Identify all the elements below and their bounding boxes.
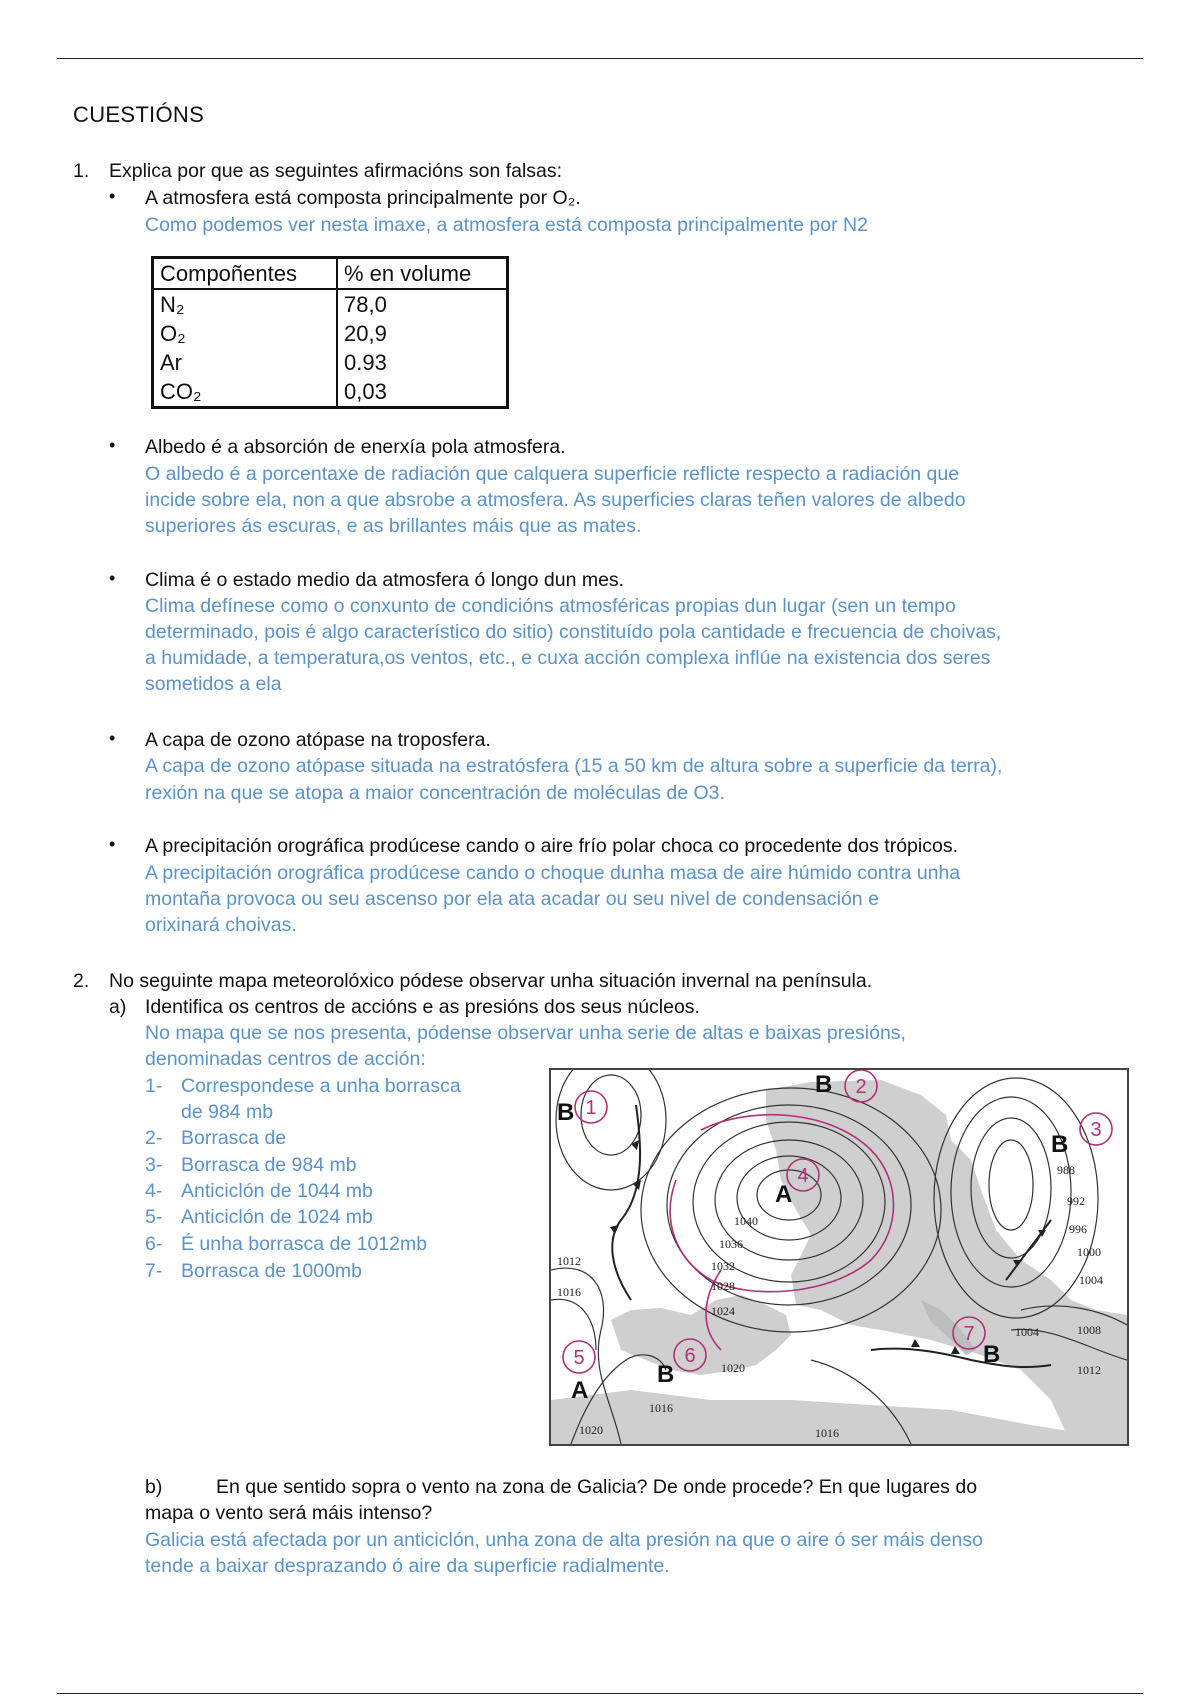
centre-letter: A	[775, 1181, 793, 1208]
table-row	[153, 289, 508, 319]
table-cell: Ar	[153, 348, 338, 377]
table-header-components: Compoñentes	[153, 258, 338, 290]
table-cell: N₂	[153, 289, 338, 319]
list-item-number: 4-	[145, 1180, 163, 1202]
q1-answer-5-line-1: A precipitación orográfica prodúcese cando o choque dunha masa de aire húmido contra unha	[145, 862, 961, 884]
q1-statement-5: A precipitación orográfica prodúcese cando o aire frío polar choca co procedente dos trópicos.	[145, 835, 958, 857]
centre-letter: B	[815, 1071, 833, 1098]
q2b-text-line-1: En que sentido sopra o vento na zona de Galicia? De onde procede? En que lugares do	[216, 1476, 978, 1498]
front-marker	[631, 1140, 639, 1150]
q1-answer-2-line-2: incide sobre ela, non a que absrobe a atmosfera. As superficies claras teñen valores de albedo	[145, 489, 966, 511]
q2b-label: b)	[145, 1476, 163, 1498]
q1-text: Explica por que as seguintes afirmacións son falsas:	[109, 160, 563, 182]
list-item: Correspondese a unha borrasca	[181, 1075, 461, 1097]
composition-table	[151, 256, 509, 409]
q2a-answer-line-1: No mapa que se nos presenta, pódense observar unha serie de altas e baixas presións,	[145, 1022, 906, 1044]
list-item: Anticiclón de 1024 mb	[181, 1206, 373, 1228]
isobar-label: 1040	[734, 1214, 758, 1228]
list-item: Borrasca de	[181, 1127, 287, 1149]
table-cell: 20,9	[337, 319, 508, 348]
q1-answer-3-line-1: Clima defínese como o conxunto de condicións atmosféricas propias dun lugar (sen un tempo	[145, 595, 956, 617]
weather-map-drawing	[551, 1070, 1127, 1444]
q1-answer-4-line-2: rexión na que se atopa a maior concentración de moléculas de O3.	[145, 782, 725, 804]
q2b-answer-line-1: Galicia está afectada por un anticiclón, unha zona de alta presión na que o aire ó ser máis denso	[145, 1529, 983, 1551]
q2b-answer-line-2: tende a baixar desprazando ó aire da superficie radialmente.	[145, 1555, 670, 1577]
bullet-glyph: •	[109, 435, 116, 455]
q1-answer-4-line-1: A capa de ozono atópase situada na estratósfera (15 a 50 km de altura sobre a superficie da terra),	[145, 755, 1003, 777]
q1-answer-3-line-4: sometidos a ela	[145, 673, 282, 695]
isobar-label: 1020	[579, 1423, 603, 1437]
q1-statement-4: A capa de ozono atópase na troposfera.	[145, 729, 491, 751]
bottom-rule	[57, 1693, 1143, 1694]
table-row	[153, 377, 508, 408]
isobar-label: 1012	[1077, 1363, 1101, 1377]
q2-number: 2.	[73, 970, 90, 992]
q2a-text: Identifica os centros de accións e as presións dos seus núcleos.	[145, 996, 700, 1018]
list-item-number: 3-	[145, 1154, 163, 1176]
isobar-label: 1000	[1077, 1245, 1101, 1259]
isobar-label: 1016	[557, 1285, 581, 1299]
bullet-glyph: •	[109, 186, 116, 206]
africa-landmass	[551, 1390, 1127, 1444]
q1-statement-3: Clima é o estado medio da atmosfera ó longo dun mes.	[145, 569, 625, 591]
isobar	[556, 1070, 666, 1190]
list-item: Borrasca de 984 mb	[181, 1154, 357, 1176]
list-item-number: 2-	[145, 1127, 163, 1149]
isobar-label: 1024	[711, 1304, 735, 1318]
cold-front	[612, 1105, 640, 1300]
bullet-glyph: •	[109, 834, 116, 854]
top-rule	[57, 58, 1143, 59]
isobar-label: 1036	[719, 1237, 743, 1251]
weather-map	[549, 1068, 1129, 1446]
q1-statement-1: A atmosfera está composta principalmente por O₂.	[145, 187, 581, 209]
circle-number: 6	[684, 1345, 696, 1367]
list-item-number: 5-	[145, 1206, 163, 1228]
bullet-glyph: •	[109, 568, 116, 588]
isobar-label: 1008	[1077, 1323, 1101, 1337]
isobar-label: 1016	[649, 1401, 673, 1415]
bullet-glyph: •	[109, 728, 116, 748]
q1-answer-3-line-2: determinado, pois é algo característico do sitio) constituído pola cantidade e frecuencia de choivas,	[145, 621, 1002, 643]
q1-answer-1-line-1: Como podemos ver nesta imaxe, a atmosfera está composta principalmente por N2	[145, 214, 868, 236]
isobar	[989, 1140, 1033, 1230]
q1-statement-2: Albedo é a absorción de enerxía pola atmosfera.	[145, 436, 566, 458]
circle-number: 2	[855, 1076, 867, 1098]
circle-number: 5	[573, 1347, 585, 1369]
centre-letter: B	[1051, 1131, 1069, 1158]
centre-letter: B	[557, 1099, 575, 1126]
q1-answer-3-line-3: a humidade, a temperatura,os ventos, etc., e cuxa acción complexa inflúe na existencia dos seres	[145, 647, 991, 669]
centre-letter: B	[657, 1361, 675, 1388]
table-row	[153, 348, 508, 377]
isobar-label: 996	[1069, 1222, 1087, 1236]
q2-text: No seguinte mapa meteorolóxico pódese observar unha situación invernal na península.	[109, 970, 873, 992]
isobar-label: 1004	[1079, 1273, 1103, 1287]
table-cell: 0,03	[337, 377, 508, 408]
circle-number: 3	[1090, 1119, 1102, 1141]
list-item: Anticiclón de 1044 mb	[181, 1180, 373, 1202]
isobar-label: 992	[1067, 1194, 1085, 1208]
list-item-number: 1-	[145, 1075, 163, 1097]
q2a-label: a)	[109, 996, 127, 1018]
q1-number: 1.	[73, 160, 90, 182]
q1-answer-2-line-1: O albedo é a porcentaxe de radiación que calquera superficie reflicte respecto a radiación que	[145, 463, 960, 485]
table-cell: 0.93	[337, 348, 508, 377]
list-item-number: 7-	[145, 1260, 163, 1282]
isobar-label: 1028	[711, 1279, 735, 1293]
isobar-label: 1012	[557, 1254, 581, 1268]
isobar-label: 988	[1057, 1163, 1075, 1177]
section-heading: CUESTIÓNS	[73, 102, 205, 127]
isobar-label: 1020	[721, 1361, 745, 1375]
list-item: Borrasca de 1000mb	[181, 1260, 363, 1282]
table-row	[153, 319, 508, 348]
centre-letter: A	[571, 1377, 589, 1404]
table-cell: CO₂	[153, 377, 338, 408]
q1-answer-5-line-3: orixinará choivas.	[145, 914, 297, 936]
circle-number: 4	[797, 1165, 809, 1187]
list-item-number: 6-	[145, 1233, 163, 1255]
list-item: É unha borrasca de 1012mb	[181, 1233, 428, 1255]
q2b-text-line-2: mapa o vento será máis intenso?	[145, 1502, 433, 1524]
table-header-volume: % en volume	[337, 258, 508, 290]
isobar-label: 1004	[1015, 1325, 1039, 1339]
circle-number: 7	[963, 1323, 975, 1345]
centre-letter: B	[983, 1341, 1001, 1368]
front-marker	[610, 1225, 619, 1234]
list-item: de 984 mb	[181, 1101, 274, 1123]
q1-answer-2-line-3: superiores ás escuras, e as brillantes máis que as mates.	[145, 515, 642, 537]
table-cell: O₂	[153, 319, 338, 348]
isobar-label: 1016	[815, 1426, 839, 1440]
circle-number: 1	[585, 1097, 597, 1119]
q1-answer-5-line-2: montaña provoca ou seu ascenso por ela ata acadar ou seu nivel de condensación e	[145, 888, 879, 910]
isobar-label: 1032	[711, 1259, 735, 1273]
q2a-answer-line-2: denominadas centros de acción:	[145, 1048, 426, 1070]
table-cell: 78,0	[337, 289, 508, 319]
front-marker	[911, 1339, 920, 1347]
